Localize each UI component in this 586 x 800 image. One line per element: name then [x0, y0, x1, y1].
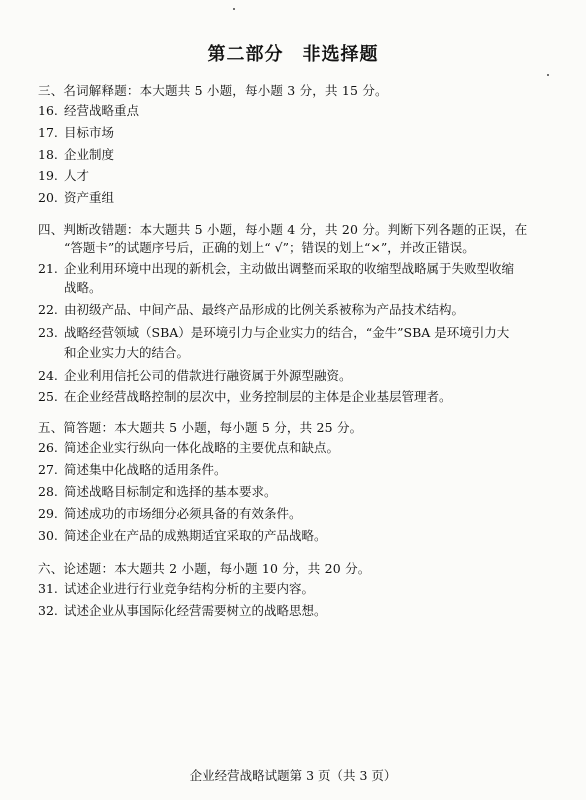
question-number: 31. — [38, 581, 58, 596]
question-text: 经营战略重点 — [64, 103, 140, 118]
question-number: 28. — [38, 484, 58, 499]
question-item — [38, 603, 327, 619]
question-number: 27. — [38, 462, 58, 477]
question-text: 战略经营领域（SBA）是环境引力与企业实力的结合，“金牛”SBA 是环境引力大 — [64, 325, 510, 340]
question-item — [38, 103, 139, 119]
question-text: 企业制度 — [64, 147, 115, 162]
question-text: 试述企业从事国际化经营需要树立的战略思想。 — [64, 603, 327, 618]
question-item — [38, 325, 509, 341]
question-number: 32. — [38, 603, 58, 618]
question-number: 23. — [38, 325, 58, 340]
question-number: 30. — [38, 528, 58, 543]
question-text: 在企业经营战略控制的层次中，业务控制层的主体是企业基层管理者。 — [64, 389, 452, 404]
question-text: 简述战略目标制定和选择的基本要求。 — [64, 484, 277, 499]
question-text: 简述成功的市场细分必须具备的有效条件。 — [64, 506, 302, 521]
question-text: 目标市场 — [64, 125, 115, 140]
question-text-cont: 和企业实力大的结合。 — [64, 345, 190, 360]
question-number: 20. — [38, 190, 58, 205]
question-number: 16. — [38, 103, 58, 118]
question-text: 人才 — [64, 168, 90, 183]
section-header-5: 五、简答题：本大题共 5 小题，每小题 5 分，共 25 分。 — [38, 420, 363, 435]
question-item — [38, 368, 352, 384]
question-number: 18. — [38, 147, 58, 162]
question-item — [38, 528, 327, 544]
question-item — [38, 168, 89, 184]
section-header-4-cont: “答题卡”的试题序号后，正确的划上“ √”；错误的划上“×”，并改正错误。 — [64, 240, 475, 255]
question-item — [38, 389, 452, 405]
question-item — [38, 261, 514, 277]
question-number: 25. — [38, 389, 58, 404]
question-item — [38, 125, 114, 141]
question-number: 21. — [38, 261, 58, 276]
question-number: 22. — [38, 302, 58, 317]
question-item — [38, 302, 464, 318]
section-header-6: 六、论述题：本大题共 2 小题，每小题 10 分，共 20 分。 — [38, 561, 371, 576]
question-item — [38, 440, 339, 456]
question-text: 简述集中化战略的适用条件。 — [64, 462, 227, 477]
question-text: 由初级产品、中间产品、最终产品形成的比例关系被称为产品技术结构。 — [64, 302, 465, 317]
question-item — [38, 147, 114, 163]
question-text-cont: 战略。 — [64, 280, 102, 295]
question-number: 26. — [38, 440, 58, 455]
scan-speck — [233, 8, 235, 10]
question-item — [38, 581, 314, 597]
question-number: 24. — [38, 368, 58, 383]
question-text: 简述企业实行纵向一体化战略的主要优点和缺点。 — [64, 440, 340, 455]
question-number: 19. — [38, 168, 58, 183]
question-text: 试述企业进行行业竞争结构分析的主要内容。 — [64, 581, 315, 596]
question-number: 17. — [38, 125, 58, 140]
question-text: 简述企业在产品的成熟期适宜采取的产品战略。 — [64, 528, 327, 543]
question-text: 企业利用环境中出现的新机会，主动做出调整而采取的收缩型战略属于失败型收缩 — [64, 261, 515, 276]
scan-speck — [547, 74, 549, 76]
section-header-3: 三、名词解释题：本大题共 5 小题，每小题 3 分，共 15 分。 — [38, 83, 388, 98]
question-text: 资产重组 — [64, 190, 115, 205]
question-number: 29. — [38, 506, 58, 521]
question-text: 企业利用信托公司的借款进行融资属于外源型融资。 — [64, 368, 352, 383]
section-header-4: 四、判断改错题：本大题共 5 小题，每小题 4 分，共 20 分。判断下列各题的正误，在 — [38, 222, 528, 237]
question-item — [38, 506, 302, 522]
question-item — [38, 484, 277, 500]
question-item — [38, 462, 227, 478]
page-footer: 企业经营战略试题第 3 页（共 3 页） — [189, 768, 397, 783]
page-title: 第二部分 非选择题 — [207, 44, 379, 65]
question-item — [38, 190, 114, 206]
